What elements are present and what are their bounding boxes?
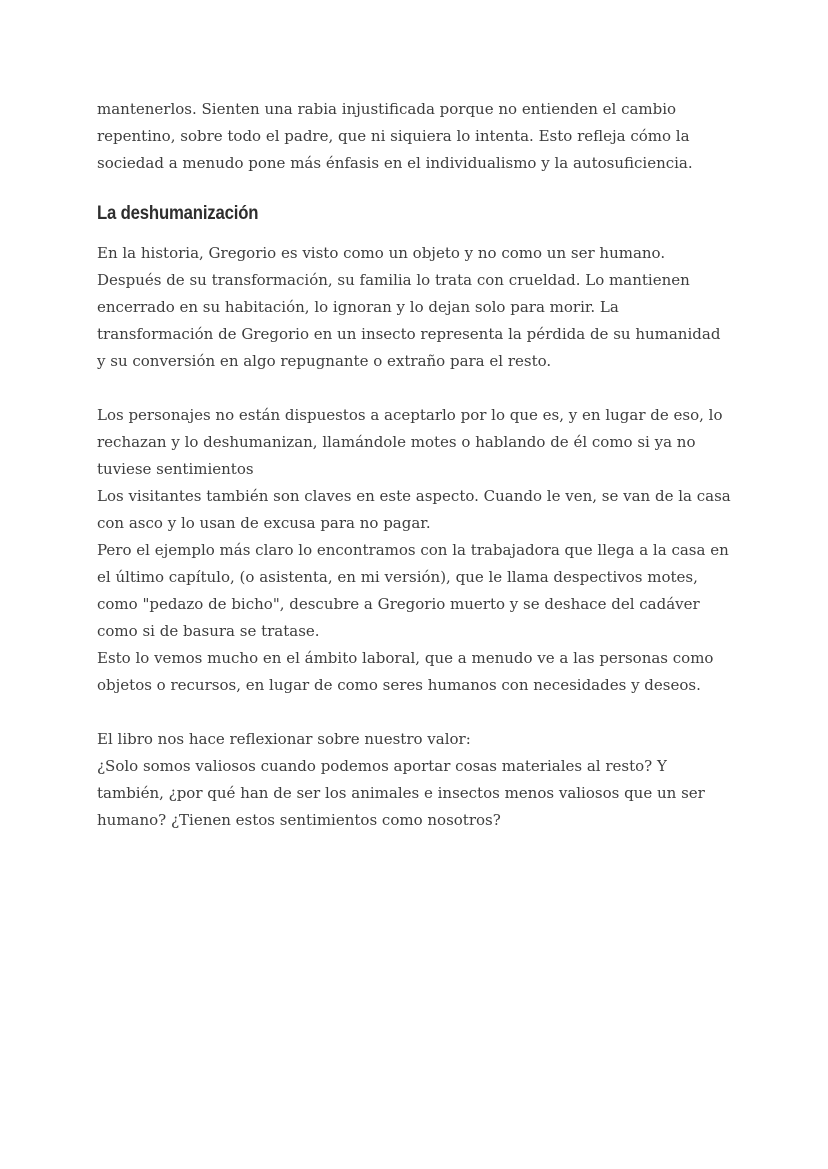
paragraph-objectification: En la historia, Gregorio es visto como un objeto y no como un ser humano. Después de su transformación, su familia lo trata con crueldad. Lo mantienen encerrado en su habitación, lo ignoran y lo dejan solo para morir. La transformación de Gregorio en un insecto representa la pérdida de su humanidad y su conversión en algo repugnante o extraño para el resto. <box>97 244 721 370</box>
examples-line-visitors: Los visitantes también son claves en este aspecto. Cuando le ven, se van de la casa con asco y lo usan de excusa para no pagar. <box>97 487 731 532</box>
paragraph-spacer <box>97 375 731 402</box>
document-content <box>97 96 731 834</box>
examples-line-characters: Los personajes no están dispuestos a aceptarlo por lo que es, y en lugar de eso, lo rechazan y lo deshumanizan, llamándole motes o hablando de él como si ya no tuviese sentimientos <box>97 406 723 478</box>
reflection-line-intro: El libro nos hace reflexionar sobre nuestro valor: <box>97 730 471 748</box>
section-heading-text: La deshumanización <box>97 203 259 224</box>
paragraph-examples <box>97 402 731 699</box>
examples-line-labor: Esto lo vemos mucho en el ámbito laboral, que a menudo ve a las personas como objetos o recursos, en lugar de como seres humanos con necesidades y deseos. <box>97 649 714 694</box>
paragraph-spacer <box>97 699 731 726</box>
reflection-line-questions: ¿Solo somos valiosos cuando podemos aportar cosas materiales al resto? Y también, ¿por qué han de ser los animales e insectos menos valiosos que un ser humano? ¿Tienen estos sentimientos como nosotros? <box>97 757 705 829</box>
section-heading <box>97 203 731 225</box>
paragraph-intro-continuation: mantenerlos. Sienten una rabia injustificada porque no entienden el cambio repentino, sobre todo el padre, que ni siquiera lo intenta. Esto refleja cómo la sociedad a menudo pone más énfasis en el individualismo y la autosuficiencia. <box>97 100 693 172</box>
examples-line-cleaning-lady: Pero el ejemplo más claro lo encontramos con la trabajadora que llega a la casa en el último capítulo, (o asistenta, en mi versión), que le llama despectivos motes, como "pedazo de bicho", descubre a Gregorio muerto y se deshace del cadáver como si de basura se tratase. <box>97 541 729 640</box>
paragraph-reflection <box>97 726 731 834</box>
